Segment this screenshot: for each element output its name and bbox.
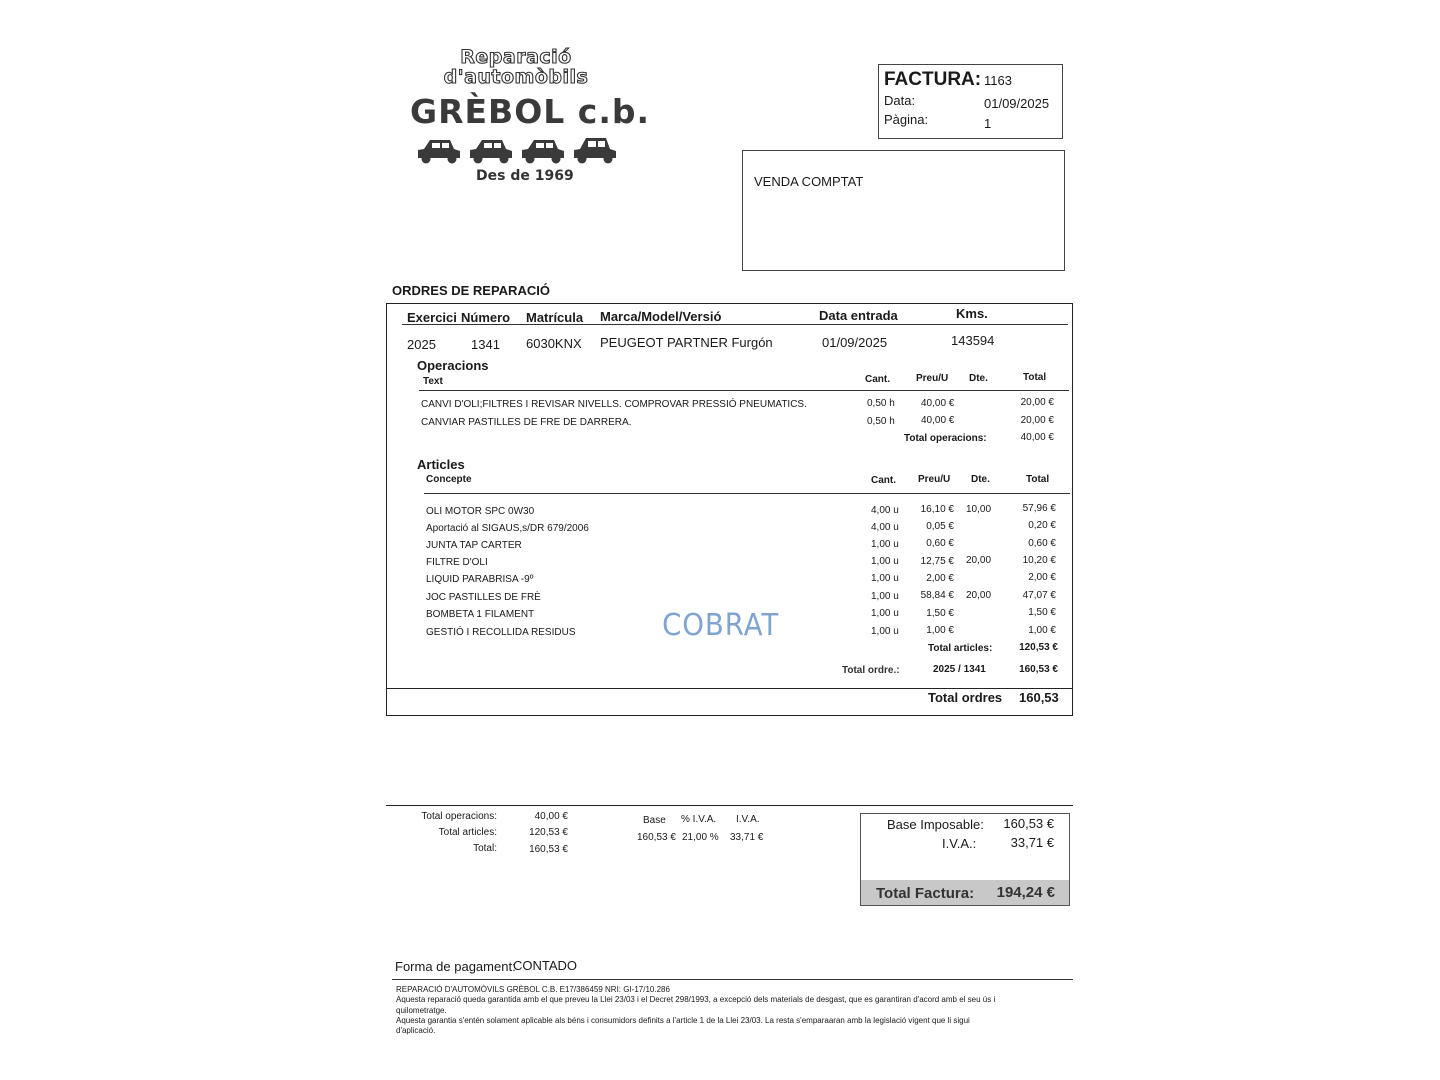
iva-pct: 21,00 %	[682, 832, 719, 843]
article-preu: 1,00 €	[926, 625, 954, 636]
summary-art-value: 120,53 €	[529, 827, 568, 838]
operacions-header-dte: Dte.	[969, 373, 988, 384]
summary-total-value: 160,53 €	[529, 844, 568, 855]
articles-header-cant: Cant.	[871, 475, 896, 486]
total-factura-label: Total Factura:	[876, 885, 975, 902]
article-dte: 20,00	[966, 555, 992, 566]
total-ordres-value: 160,53	[1019, 690, 1059, 705]
article-concepte: GESTIÓ I RECOLLIDA RESIDUS	[426, 627, 576, 638]
operacio-cant: 0,50 h	[867, 398, 895, 409]
article-total: 0,20 €	[1028, 520, 1056, 531]
invoice-page-label: Pàgina:	[884, 112, 929, 127]
operacio-preu: 40,00 €	[921, 415, 955, 426]
invoice-label: FACTURA:	[884, 69, 982, 90]
logo-since: Des de 1969	[476, 168, 574, 184]
iva-header-pct: % I.V.A.	[681, 814, 717, 825]
article-preu: 0,05 €	[926, 521, 954, 532]
article-total: 47,07 €	[1022, 590, 1056, 601]
article-preu: 2,00 €	[926, 573, 954, 584]
articles-header-total: Total	[1026, 474, 1050, 485]
article-concepte: BOMBETA 1 FILAMENT	[426, 609, 535, 620]
order-exercici: 2025	[407, 337, 436, 352]
article-preu: 0,60 €	[926, 538, 954, 549]
article-concepte: Aportació al SIGAUS,s/DR 679/2006	[426, 523, 589, 534]
customer-name: VENDA COMPTAT	[754, 174, 864, 189]
footer-line	[392, 979, 1073, 980]
article-preu: 12,75 €	[920, 556, 954, 567]
operacions-total-value: 40,00 €	[1020, 432, 1054, 443]
article-cant: 4,00 u	[871, 505, 899, 516]
total-ordres-label: Total ordres	[928, 690, 1003, 705]
article-cant: 4,00 u	[871, 522, 899, 533]
article-total: 1,50 €	[1028, 607, 1056, 618]
article-concepte: OLI MOTOR SPC 0W30	[426, 506, 535, 517]
article-cant: 1,00 u	[871, 626, 899, 637]
operacions-total-label: Total operacions:	[904, 433, 987, 444]
article-total: 0,60 €	[1028, 538, 1056, 549]
summary-ops-value: 40,00 €	[534, 811, 568, 822]
invoice-date-label: Data:	[884, 93, 916, 108]
article-total: 1,00 €	[1028, 625, 1056, 636]
total-factura-bar	[861, 880, 1069, 905]
operacio-text: CANVIAR PASTILLES DE FRE DE DARRERA.	[421, 417, 632, 428]
article-dte: 20,00	[966, 590, 992, 601]
article-preu: 1,50 €	[926, 608, 954, 619]
article-cant: 1,00 u	[871, 556, 899, 567]
operacions-title: Operacions	[417, 358, 489, 373]
summary-total-label: Total:	[473, 843, 497, 854]
totals-iva-label: I.V.A.:	[942, 836, 977, 851]
operacions-header-preu: Preu/U	[916, 373, 949, 384]
operacions-header-total: Total	[1023, 372, 1047, 383]
article-dte: 10,00	[966, 504, 992, 515]
invoice-date: 01/09/2025	[984, 96, 1050, 111]
articles-header-concepte: Concepte	[426, 474, 472, 485]
logo-line-reparacio: Reparació	[460, 46, 572, 68]
total-ordre-ref: 2025 / 1341	[933, 664, 986, 675]
header-kms: Kms.	[956, 306, 988, 321]
article-cant: 1,00 u	[871, 573, 899, 584]
article-preu: 16,10 €	[920, 504, 954, 515]
iva-base: 160,53 €	[637, 832, 676, 843]
logo-line-automobils: d'automòbils	[443, 66, 589, 88]
payment-label: Forma de pagament:	[395, 959, 516, 974]
total-factura-value: 194,24 €	[996, 884, 1055, 901]
total-ordre-label: Total ordre.:	[842, 665, 900, 676]
articles-header-preu: Preu/U	[918, 474, 951, 485]
total-ordre-value: 160,53 €	[1019, 664, 1058, 675]
header-matricula: Matrícula	[526, 310, 584, 325]
article-concepte: JOC PASTILLES DE FRÈ	[426, 592, 541, 603]
cobrat-stamp: COBRAT	[662, 608, 780, 643]
order-data-entrada: 01/09/2025	[822, 335, 888, 350]
operacions-header-line	[419, 390, 1069, 391]
totals-base-value: 160,53 €	[1003, 816, 1054, 831]
section-title: ORDRES DE REPARACIÓ	[392, 283, 550, 298]
article-concepte: JUNTA TAP CARTER	[426, 540, 522, 551]
orders-divider	[386, 688, 1073, 689]
operacio-text: CANVI D'OLI;FILTRES I REVISAR NIVELLS. COMPROVAR PRESSIÓ PNEUMATICS.	[421, 399, 807, 410]
invoice-number: 1163	[984, 73, 1012, 88]
article-cant: 1,00 u	[871, 608, 899, 619]
article-cant: 1,00 u	[871, 591, 899, 602]
operacio-cant: 0,50 h	[867, 416, 895, 427]
iva-header-base: Base	[643, 815, 666, 826]
summary-art-label: Total articles:	[438, 827, 497, 838]
article-preu: 58,84 €	[920, 590, 954, 601]
articles-total-value: 120,53 €	[1019, 642, 1058, 653]
footer-line-2: Aquesta reparació queda garantida amb el que preveu la Llei 23/03 i el Decret 298/1993, a excepció dels materials de desgast, que es garantiran d'acord amb el seu ús i	[396, 995, 996, 1004]
article-cant: 1,00 u	[871, 539, 899, 550]
summary-top-line	[386, 805, 1073, 806]
header-exercici: Exercici	[407, 310, 457, 325]
articles-header-line	[424, 493, 1070, 494]
invoice-page: 1	[984, 116, 992, 131]
order-matricula: 6030KNX	[526, 336, 582, 351]
footer-line-4: Aquesta garantia s'entén solament aplicable als béns i consumidors definits a l'article 1 de la Llei 23/03. La resta s'emparaaran amb la legislació vigent que li sigui	[396, 1016, 970, 1025]
article-concepte: LIQUID PARABRISA -9º	[426, 574, 534, 585]
invoice-info-box	[878, 64, 1063, 139]
header-marca: Marca/Model/Versió	[600, 309, 722, 324]
operacions-header-text: Text	[423, 376, 443, 387]
operacio-total: 20,00 €	[1020, 397, 1054, 408]
header-data-entrada: Data entrada	[819, 308, 898, 323]
articles-total-label: Total articles:	[928, 643, 993, 654]
company-logo	[400, 44, 651, 192]
article-concepte: FILTRE D'OLI	[426, 557, 488, 568]
articles-header-dte: Dte.	[971, 474, 990, 485]
iva-header-iva: I.V.A.	[736, 814, 760, 825]
customer-box	[742, 150, 1065, 271]
header-numero: Número	[461, 310, 511, 325]
payment-value: CONTADO	[513, 958, 578, 973]
order-kms: 143594	[951, 333, 995, 348]
totals-iva-value: 33,71 €	[1010, 835, 1054, 850]
summary-ops-label: Total operacions:	[421, 811, 497, 822]
logo-cars-icon	[414, 134, 624, 164]
order-marca: PEUGEOT PARTNER Furgón	[600, 335, 773, 350]
operacio-total: 20,00 €	[1020, 415, 1054, 426]
footer-line-5: d'aplicació.	[396, 1026, 436, 1035]
article-total: 2,00 €	[1028, 572, 1056, 583]
operacions-header-cant: Cant.	[865, 374, 890, 385]
article-total: 57,96 €	[1022, 503, 1056, 514]
article-total: 10,20 €	[1022, 555, 1056, 566]
logo-company-name: GRÈBOL c.b.	[410, 92, 651, 131]
totals-base-label: Base Imposable:	[887, 817, 984, 832]
footer-line-1: REPARACIÓ D'AUTOMÒVILS GRÈBOL C.B. E17/386459 NRI: GI-17/10.286	[396, 985, 670, 994]
footer-line-3: quilometratge.	[396, 1006, 447, 1015]
order-numero: 1341	[471, 337, 500, 352]
articles-title: Articles	[417, 457, 465, 472]
operacio-preu: 40,00 €	[921, 398, 955, 409]
order-header-line	[402, 324, 1068, 325]
totals-box	[860, 813, 1070, 906]
iva-amount: 33,71 €	[730, 832, 764, 843]
